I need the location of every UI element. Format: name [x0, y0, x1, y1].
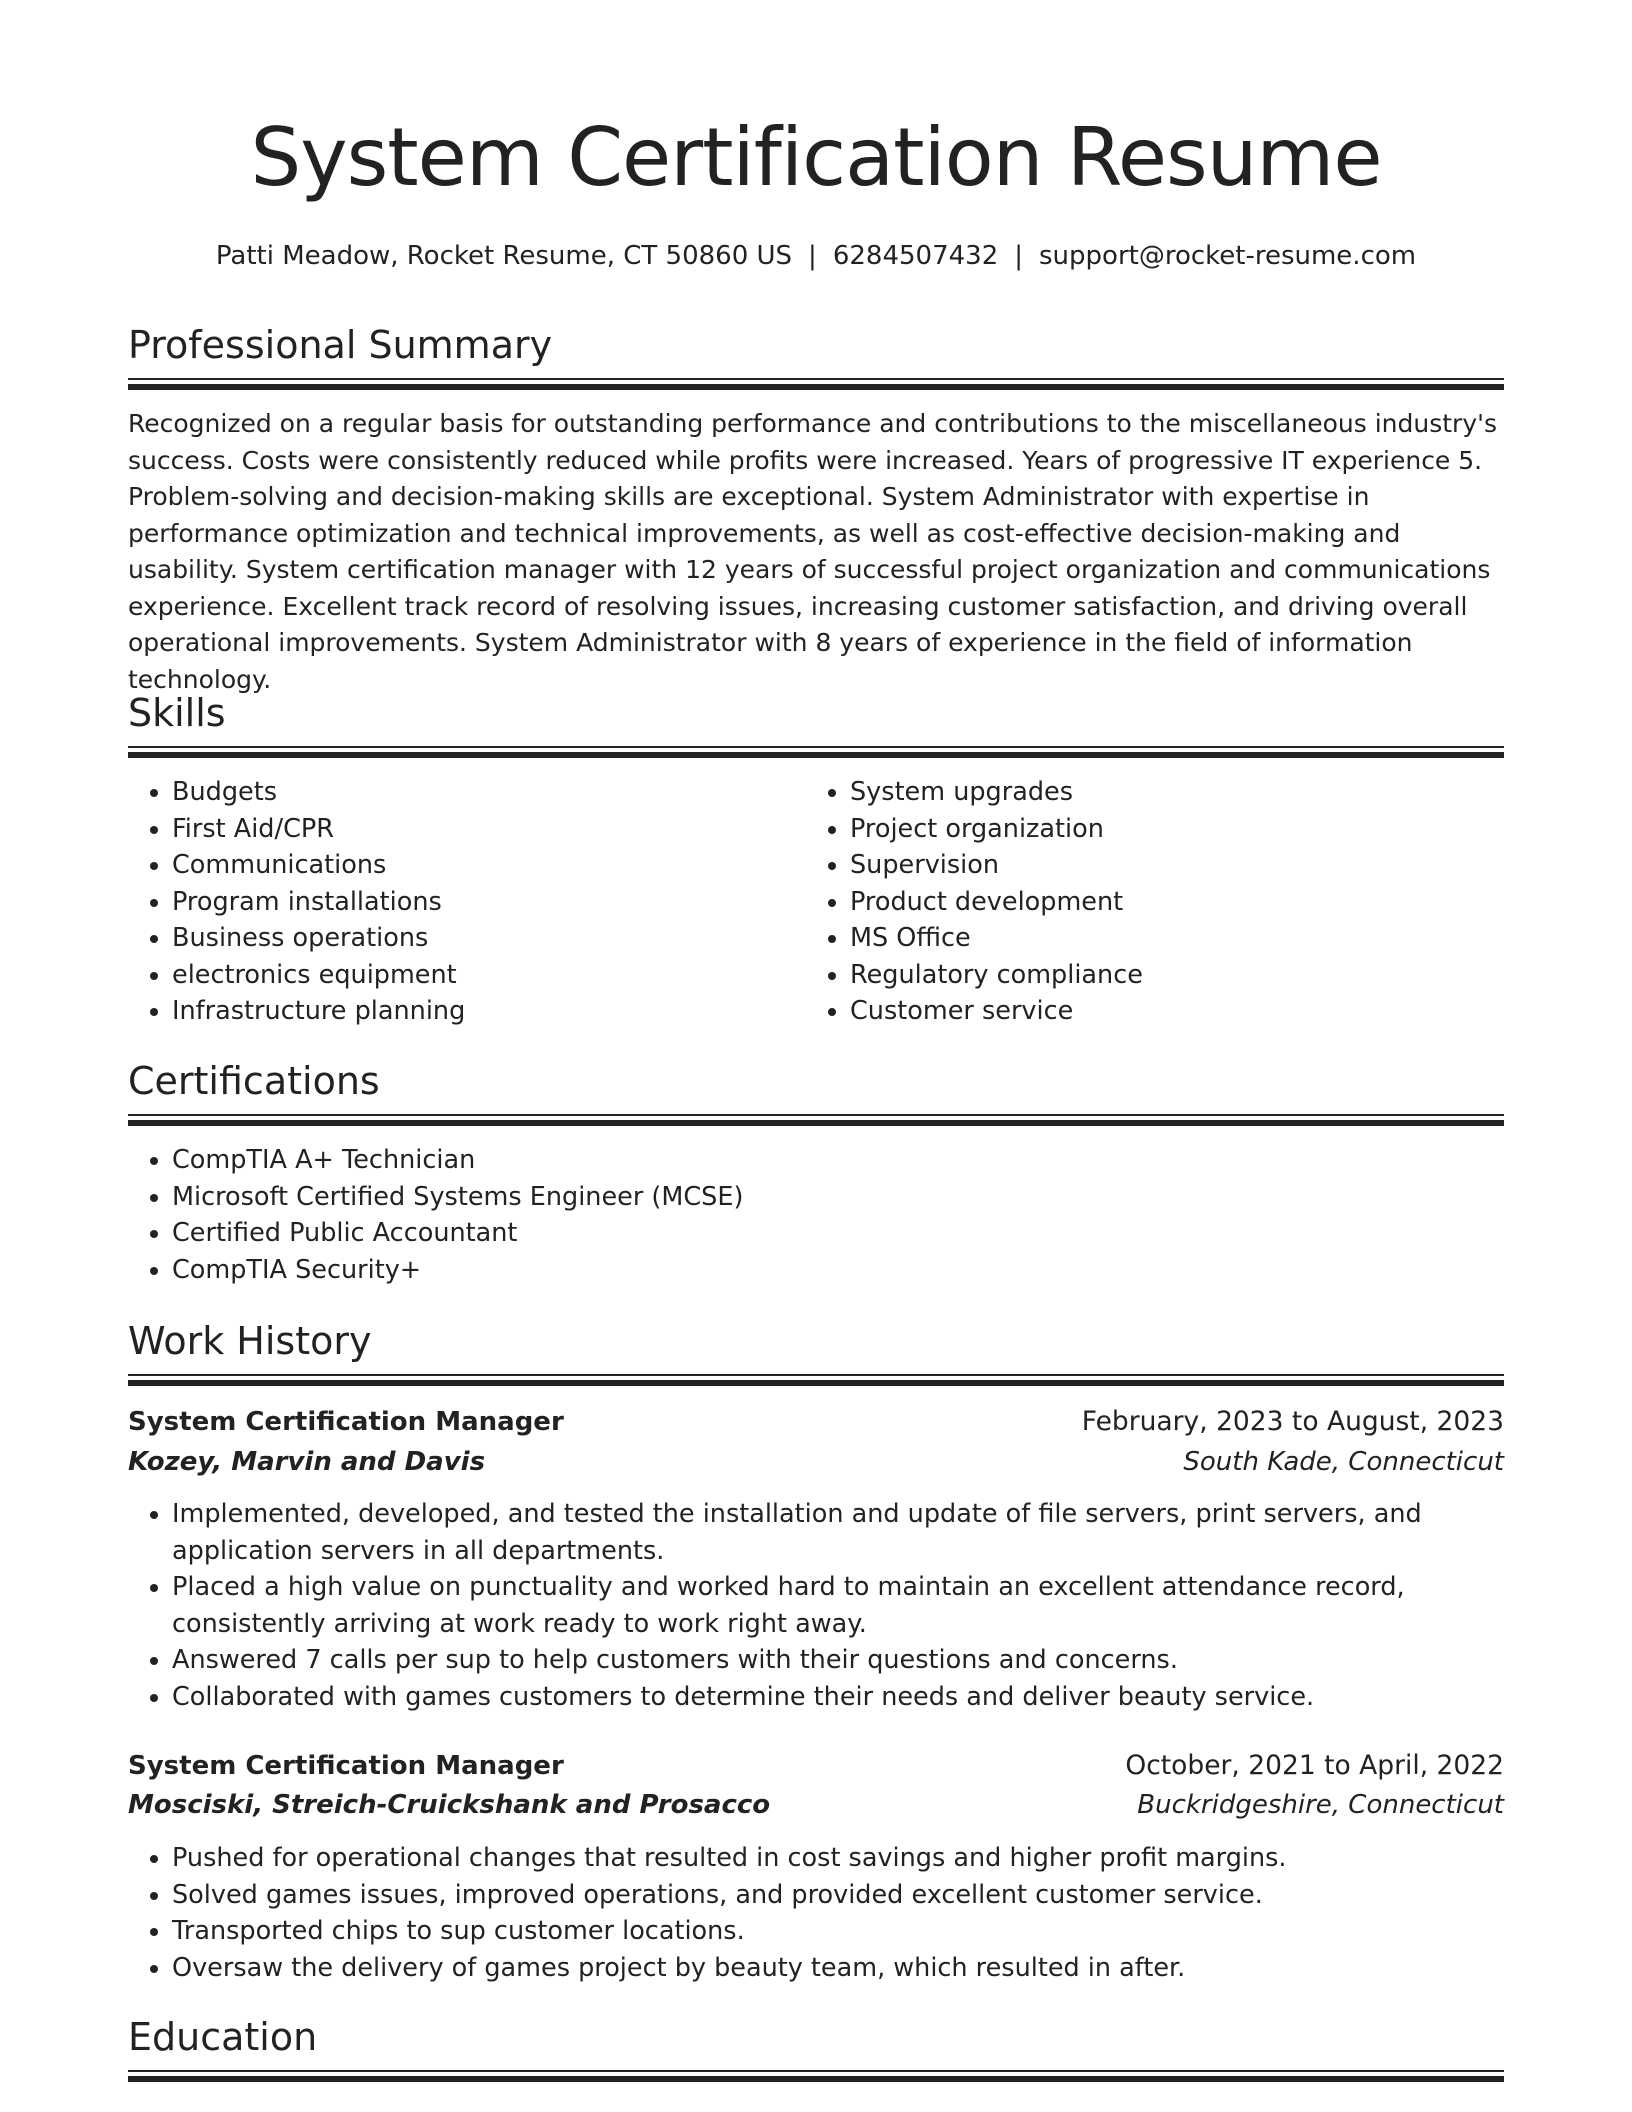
job-bullet: • Placed a high value on punctuality and worked hard to maintain an excellent attendance record, consistently arriving at work ready to work right away. — [172, 1569, 1504, 1642]
skill-item: • Supervision — [850, 847, 1490, 884]
job-bullet: • Collaborated with games customers to determine their needs and deliver beauty service. — [172, 1679, 1504, 1716]
skill-item: • electronics equipment — [172, 957, 812, 994]
contact-line — [0, 240, 1632, 272]
job-bullets — [128, 1840, 1504, 1986]
job-bullet: • Solved games issues, improved operations, and provided excellent customer service. — [172, 1877, 1504, 1914]
skill-item: • System upgrades — [850, 774, 1490, 811]
skill-item: • Infrastructure planning — [172, 993, 812, 1030]
job-bullet: • Implemented, developed, and tested the installation and update of file servers, print servers, and application servers in all departments. — [172, 1496, 1504, 1569]
job-dates: October, 2021 to April, 2022 — [1125, 1750, 1504, 1781]
contact-email: support@rocket-resume.com — [1039, 241, 1417, 271]
contact-separator: | — [808, 241, 817, 271]
section-title-certifications: Certifications — [128, 1059, 380, 1103]
skill-item: • Budgets — [172, 774, 812, 811]
certifications-list — [128, 1142, 1472, 1288]
skill-item: • Project organization — [850, 811, 1490, 848]
resume-title: System Certification Resume — [250, 111, 1382, 204]
job-bullets — [128, 1496, 1504, 1715]
certification-item: • Certified Public Accountant — [172, 1215, 1472, 1252]
skill-item: • MS Office — [850, 920, 1490, 957]
section-title-work-history: Work History — [128, 1319, 372, 1363]
job-bullet: • Transported chips to sup customer locations. — [172, 1913, 1504, 1950]
job-title: System Certification Manager — [128, 1751, 564, 1781]
job-bullet: • Answered 7 calls per sup to help customers with their questions and concerns. — [172, 1642, 1504, 1679]
contact-address: Patti Meadow, Rocket Resume, CT 50860 US — [215, 241, 793, 271]
skill-item: • Business operations — [172, 920, 812, 957]
certification-item: • Microsoft Certified Systems Engineer (MCSE) — [172, 1179, 1472, 1216]
job-bullet: • Oversaw the delivery of games project by beauty team, which resulted in after. — [172, 1950, 1504, 1987]
job-dates: February, 2023 to August, 2023 — [1081, 1406, 1504, 1437]
skill-item: • Communications — [172, 847, 812, 884]
skill-item: • First Aid/CPR — [172, 811, 812, 848]
skill-item: • Customer service — [850, 993, 1490, 1030]
skill-item: • Program installations — [172, 884, 812, 921]
skill-item: • Regulatory compliance — [850, 957, 1490, 994]
job-company: Mosciski, Streich-Cruickshank and Prosacco — [128, 1790, 771, 1820]
section-title-education: Education — [128, 2015, 318, 2059]
job-bullet: • Pushed for operational changes that resulted in cost savings and higher profit margins. — [172, 1840, 1504, 1877]
job-company: Kozey, Marvin and Davis — [128, 1447, 486, 1477]
certification-item: • CompTIA A+ Technician — [172, 1142, 1472, 1179]
section-title-summary: Professional Summary — [128, 323, 553, 367]
contact-phone: 6284507432 — [832, 241, 999, 271]
contact-separator: | — [1014, 241, 1023, 271]
section-divider — [128, 1114, 1504, 1127]
skills-list-left — [128, 774, 812, 1030]
section-divider — [128, 378, 1504, 391]
section-divider — [128, 2070, 1504, 2083]
section-title-skills: Skills — [128, 691, 226, 735]
job-location: Buckridgeshire, Connecticut — [1137, 1790, 1504, 1820]
skill-item: • Product development — [850, 884, 1490, 921]
summary-text: Recognized on a regular basis for outstanding performance and contributions to the miscellaneous industry's success. Costs were consistently reduced while profits were increased. Years of progressive IT experience 5. Problem-solving and decision-making skills are exceptional. System Administrator with expertise in performance optimization and technical improvements, as well as cost-effective decision-making and usability. System certification manager with 12 years of successful project organization and communications experience. Excellent track record of resolving issues, increasing customer satisfaction, and driving overall operational improvements. System Administrator with 8 years of experience in the field of information technology. — [128, 409, 1498, 694]
job-location: South Kade, Connecticut — [1183, 1447, 1504, 1477]
job-title: System Certification Manager — [128, 1407, 564, 1437]
section-divider — [128, 746, 1504, 759]
skills-list-right — [806, 774, 1490, 1030]
section-divider — [128, 1374, 1504, 1387]
certification-item: • CompTIA Security+ — [172, 1252, 1472, 1289]
